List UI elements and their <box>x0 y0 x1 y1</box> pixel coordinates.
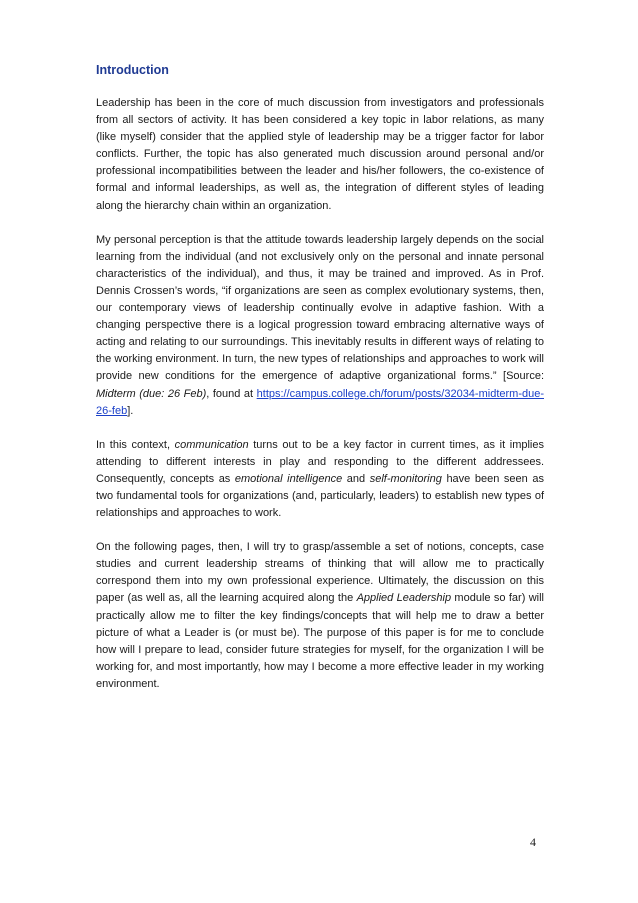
source-title: Midterm (due: 26 Feb) <box>96 387 207 400</box>
paragraph-2-end: ]. <box>127 404 134 417</box>
paragraph-1: Leadership has been in the core of much discussion from investigators and professionals from all sectors of activity. It has been considered a key topic in labor relations, as many (like myself) consider that the applied style of leadership may be a trigger factor for labor conflicts. Further, the topic has also generated much discussion around personal and/or professional incompatibilities between the leader and his/her followers, the co-existence of formal and informal leaderships, as well as, the integration of different styles of leading along the hierarchy chain within an organization. <box>96 97 544 212</box>
paragraph-2 <box>96 232 544 420</box>
paragraph-3-text-d: have been seen as two fundamental tools for organizations (and, particularly, leaders) to establish new types of relationships and approaches to work. <box>96 472 544 520</box>
term-communication: communication <box>174 438 249 451</box>
module-name: Applied Leadership <box>356 592 452 605</box>
term-self-monitoring: self-monitoring <box>369 472 442 485</box>
paragraph-3-text-c: and <box>342 472 370 485</box>
paragraph-3-text-b: turns out to be a key factor in current times, as it implies attending to different interests in play and responding to the different addressees. Consequently, concepts as <box>96 438 544 485</box>
paragraph-4 <box>96 539 544 693</box>
page-number: 4 <box>530 835 536 849</box>
found-at-text: , found at <box>206 387 257 400</box>
source-link[interactable]: https://campus.college.ch/forum/posts/32034-midterm-due-26-feb <box>96 387 544 417</box>
term-emotional-intelligence: emotional intelligence <box>234 472 343 485</box>
paragraph-3-text-a: In this context, <box>96 438 175 451</box>
section-heading: Introduction <box>96 63 169 77</box>
paragraph-3 <box>96 437 544 522</box>
body-text <box>96 95 544 710</box>
paragraph-2-text: My personal perception is that the attitude towards leadership largely depends on the social learning from the individual (and not exclusively only on the personal and innate personal characteristics of the individual), and thus, it may be trained and improved. As in Prof. Dennis Crossen’s words, “if organizations are seen as complex evolutionary systems, then, our contemporary views of leadership continually evolve in adaptive fashion. With a changing perspective there is a logical progression toward embracing alternative ways of acting and relating to our surroundings. This inevitably results in different ways of relating to the working environment. In turn, the new types of relationships and approaches to work will provide new conditions for the emergence of adaptive organizational forms.” [Source: <box>96 233 544 383</box>
paragraph-4-text-b: module so far) will practically allow me to filter the key findings/concepts that will help me to draw a better picture of what a Leader is (or must be). The purpose of this paper is for me to conclude how will I prepare to lead, consider future strategies for myself, for the organization I will be working for, and most importantly, how may I become a more effective leader in my working environment. <box>96 592 545 690</box>
paragraph-4-text-a: On the following pages, then, I will try to grasp/assemble a set of notions, concepts, case studies and current leadership streams of thinking that will allow me to practically correspond them into my own professional experience. Ultimately, the discussion on this paper (as well as, all the learning acquired along the <box>96 541 544 605</box>
